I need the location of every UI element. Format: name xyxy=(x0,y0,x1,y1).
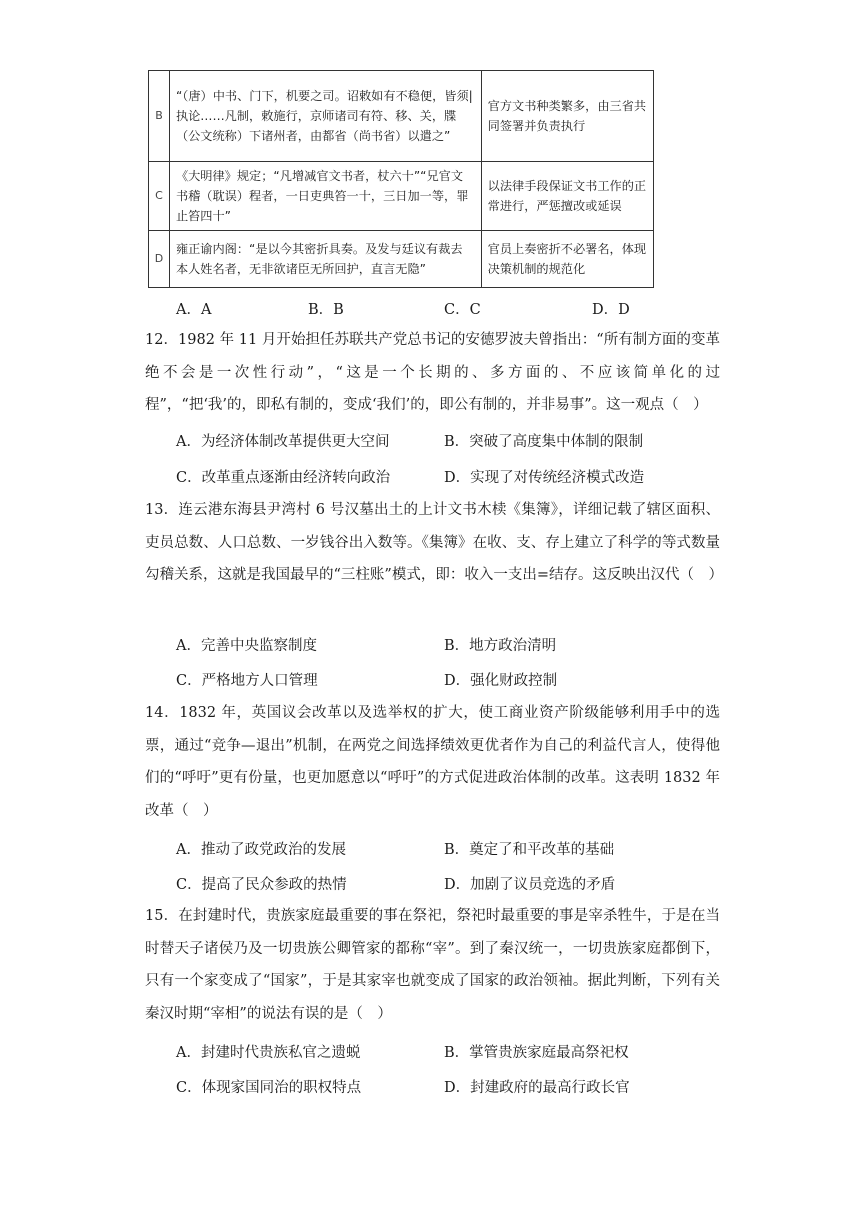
option-b[interactable]: B．地方政治清明 xyxy=(444,638,557,654)
option-a[interactable]: A．完善中央监察制度 xyxy=(176,638,317,654)
option-c[interactable]: C．体现家国同治的职权特点 xyxy=(176,1080,362,1096)
option-a[interactable]: A．封建时代贵族私官之遗蜕 xyxy=(176,1045,361,1061)
question-13-options-row1 xyxy=(176,634,557,655)
row-material: 雍正谕内阁：“是以今其密折具奏。及发与廷议有裁去本人姓名者，无非欲诸臣无所回护，直言无隐” xyxy=(169,231,481,288)
question-14-stem xyxy=(145,697,720,827)
option-c[interactable]: C．提高了民众参政的热情 xyxy=(176,877,347,893)
question-text: 14．1832 年，英国议会改革以及选举权的扩大，使工商业资产阶级能够利用手中的选票，通过“竞争—退出”机制，在两党之间选择绩效更优者作为自己的利益代言人，使得他们的“呼吁”更有份量，也更加愿意以“呼吁”的方式促进政治体制的改革。这表明 1832 年改革（ ） xyxy=(145,705,720,819)
question-13-options-row2 xyxy=(176,669,558,690)
question-15-options-row2 xyxy=(176,1076,630,1097)
question-text: 13．连云港东海县尹湾村 6 号汉墓出土的上计文书木椟《集簿》，详细记载了辖区面积、吏员总数、人口总数、一岁钱谷出入数等。《集簿》在收、支、存上建立了科学的等式数量勾稽关系，这就是我国最早的“三柱账”模式，即：收入一支出=结存。这反映出汉代（ ） xyxy=(145,502,723,583)
option-d[interactable]: D．封建政府的最高行政长官 xyxy=(444,1080,630,1096)
option-c[interactable]: C．改革重点逐渐由经济转向政治 xyxy=(176,470,391,486)
option-d[interactable]: D．实现了对传统经济模式改造 xyxy=(444,470,645,486)
option-d[interactable]: D．强化财政控制 xyxy=(444,673,558,689)
row-label: C xyxy=(149,162,170,231)
question-15-options-row1 xyxy=(176,1041,629,1062)
row-conclusion: 官方文书种类繁多，由三省共同签署并负责执行 xyxy=(481,71,653,162)
question-14-options-row2 xyxy=(176,873,616,894)
option-d[interactable]: D．D xyxy=(592,302,630,318)
option-c[interactable]: C．C xyxy=(444,302,481,318)
row-material: “（唐）中书、门下，机要之司。诏敕如有不稳便，皆须|执论……凡制，敕施行，京师诸司有符、移、关，牒（公文统称）下诸州者，由都省（尚书省）以遣之” xyxy=(169,71,481,162)
option-a[interactable]: A．推动了政党政治的发展 xyxy=(176,842,346,858)
question-11-table xyxy=(148,70,654,288)
question-15-stem xyxy=(145,900,720,1030)
question-12-options-row1 xyxy=(176,430,644,451)
option-d[interactable]: D．加剧了议员竞选的矛盾 xyxy=(444,877,616,893)
option-a[interactable]: A．A xyxy=(176,302,212,318)
table-row xyxy=(149,71,654,162)
question-text: 15．在封建时代，贵族家庭最重要的事在祭祀，祭祀时最重要的事是宰杀牲牛，于是在当时替天子诸侯乃及一切贵族公卿管家的都称“宰”。到了秦汉统一，一切贵族家庭都倒下，只有一个家变成了“国家”，于是其家宰也就变成了国家的政治领袖。据此判断，下列有关秦汉时期“宰相”的说法有误的是（ ） xyxy=(145,908,720,1022)
row-label: B xyxy=(149,71,170,162)
question-12-stem xyxy=(145,324,720,422)
table-row xyxy=(149,162,654,231)
option-a[interactable]: A．为经济体制改革提供更大空间 xyxy=(176,434,390,450)
row-conclusion: 官员上奏密折不必署名，体现决策机制的规范化 xyxy=(481,231,653,288)
question-13-stem xyxy=(145,494,723,592)
option-b[interactable]: B．掌管贵族家庭最高祭祀权 xyxy=(444,1045,629,1061)
question-text: 12．1982 年 11 月开始担任苏联共产党总书记的安德罗波夫曾指出：“所有制方面的变革绝不会是一次性行动”，“这是一个长期的、多方面的、不应该简单化的过程”，“把‘我’的，即私有制的，变成‘我们’的，即公有制的，并非易事”。这一观点（ ） xyxy=(145,332,720,413)
question-14-options-row1 xyxy=(176,838,615,859)
option-b[interactable]: B．突破了高度集中体制的限制 xyxy=(444,434,644,450)
row-label: D xyxy=(149,231,170,288)
row-material: 《大明律》规定；“凡增减官文书者，杖六十”“兄官文书稽（耽误）程者，一日吏典笞一十，三日加一等，罪止笞四十” xyxy=(169,162,481,231)
table-row xyxy=(149,231,654,288)
option-c[interactable]: C．严格地方人口管理 xyxy=(176,673,318,689)
option-b[interactable]: B．B xyxy=(308,302,344,318)
row-conclusion: 以法律手段保证文书工作的正常进行，严惩擅改或延误 xyxy=(481,162,653,231)
question-12-options-row2 xyxy=(176,466,645,487)
option-b[interactable]: B．奠定了和平改革的基础 xyxy=(444,842,615,858)
